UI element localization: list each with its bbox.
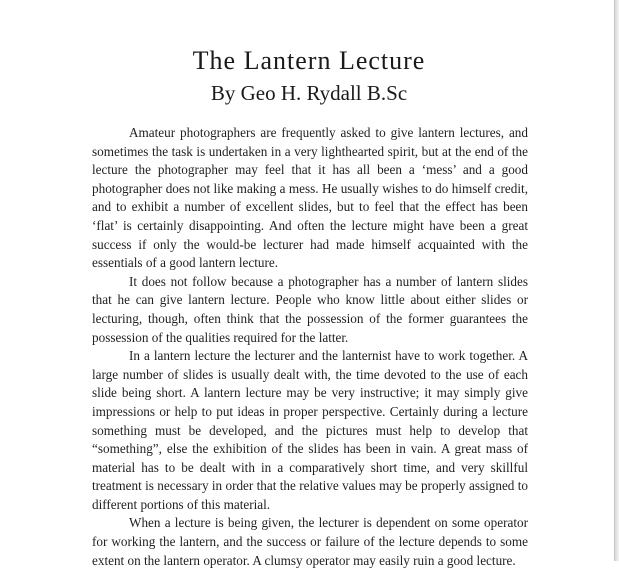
page-edge-shadow — [615, 0, 619, 561]
article-title: The Lantern Lecture — [192, 46, 426, 75]
paragraph: It does not follow because a photographer has a number of lantern slides that he can give lantern lecture. People who know little about either slides or lecturing, though, often think that the possession of the former guarantees the possession of the qualities required for the latter. — [92, 273, 528, 345]
paragraph: In a lantern lecture the lecturer and the lanternist have to work together. A large number of slides is usually dealt with, the time devoted to the use of each slide being short. A lantern lecture may be very instructive; it may simply give impressions or help to put ideas in proper perspective. Certainly during a lecture something must be developed, and the pictures must help to develop that “something”, else the exhibition of the slides has been in vain. A great mass of material has to be dealt with in a comparatively short time, and very skillful treatment is necessary in order that the relative values may be properly assigned to different portions of this material. — [92, 348, 528, 512]
paragraph: Amateur photographers are frequently asked to give lantern lectures, and sometimes the task is undertaken in a very lighthearted spirit, but at the end of the lecture the photographer may feel that it has all been a ‘mess’ and a good photographer does not like making a mess. He usually wishes to do himself credit, and to exhibit a number of excellent slides, but to feel that the effect has been ‘flat’ is certainly disappointing. And often the lecture might have been a great success if only the would-be lecturer had made himself acquainted with the essentials of a good lantern lecture. — [92, 125, 528, 271]
article-byline: By Geo H. Rydall B.Sc — [210, 81, 408, 105]
paragraph: When a lecture is being given, the lecturer is dependent on some operator for working the lantern, and the success or failure of the lecture depends to some extent on the lantern operator. A clumsy operator may easily ruin a good lecture. — [92, 515, 528, 568]
article-body — [92, 124, 528, 570]
